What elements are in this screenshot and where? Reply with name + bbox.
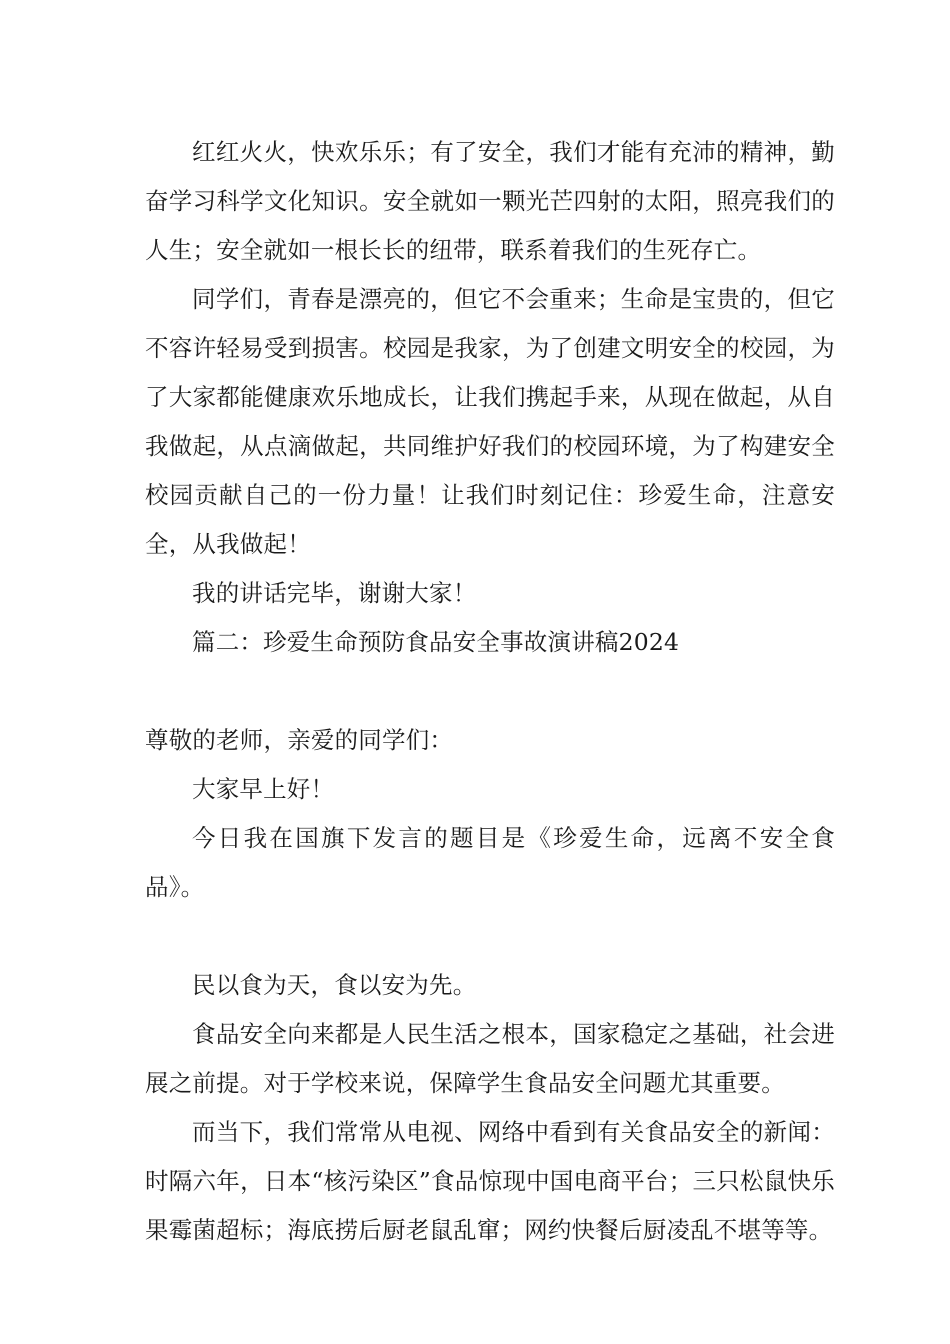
paragraph-food-proverb: 民以食为天，食以安为先。 [192, 971, 477, 999]
paragraph-closing-thanks: 我的讲话完毕，谢谢大家！ [192, 579, 477, 607]
speech-topic: 今日我在国旗下发言的题目是《珍爱生命，远离不安全食品》。 [145, 824, 835, 901]
paragraph-safety-sun: 红红火火，快欢乐乐；有了安全，我们才能有充沛的精神，勤奋学习科学文化知识。安全就如一颗光芒四射的太阳，照亮我们的人生；安全就如一根长长的纽带，联系着我们的生死存亡。 [145, 138, 835, 264]
section-heading-part-two: 篇二：珍爱生命预防食品安全事故演讲稿2024 [192, 628, 680, 656]
paragraph-youth-campus: 同学们，青春是漂亮的，但它不会重来；生命是宝贵的，但它不容许轻易受到损害。校园是我家，为了创建文明安全的校园，为了大家都能健康欢乐地成长，让我们携起手来，从现在做起，从自我做起，从点滴做起，共同维护好我们的校园环境，为了构建安全校园贡献自己的一份力量！让我们时刻记住：珍爱生命，注意安全，从我做起！ [145, 285, 835, 558]
greeting: 大家早上好！ [192, 775, 335, 803]
document-body [145, 128, 835, 1255]
salutation: 尊敬的老师，亲爱的同学们： [145, 726, 454, 754]
paragraph-food-safety-news: 而当下，我们常常从电视、网络中看到有关食品安全的新闻：时隔六年，日本“核污染区”食品惊现中国电商平台；三只松鼠快乐果霉菌超标；海底捞后厨老鼠乱窜；网约快餐后厨凌乱不堪等等。 [145, 1118, 835, 1244]
paragraph-food-safety-foundation: 食品安全向来都是人民生活之根本，国家稳定之基础，社会进展之前提。对于学校来说，保障学生食品安全问题尤其重要。 [145, 1020, 835, 1097]
